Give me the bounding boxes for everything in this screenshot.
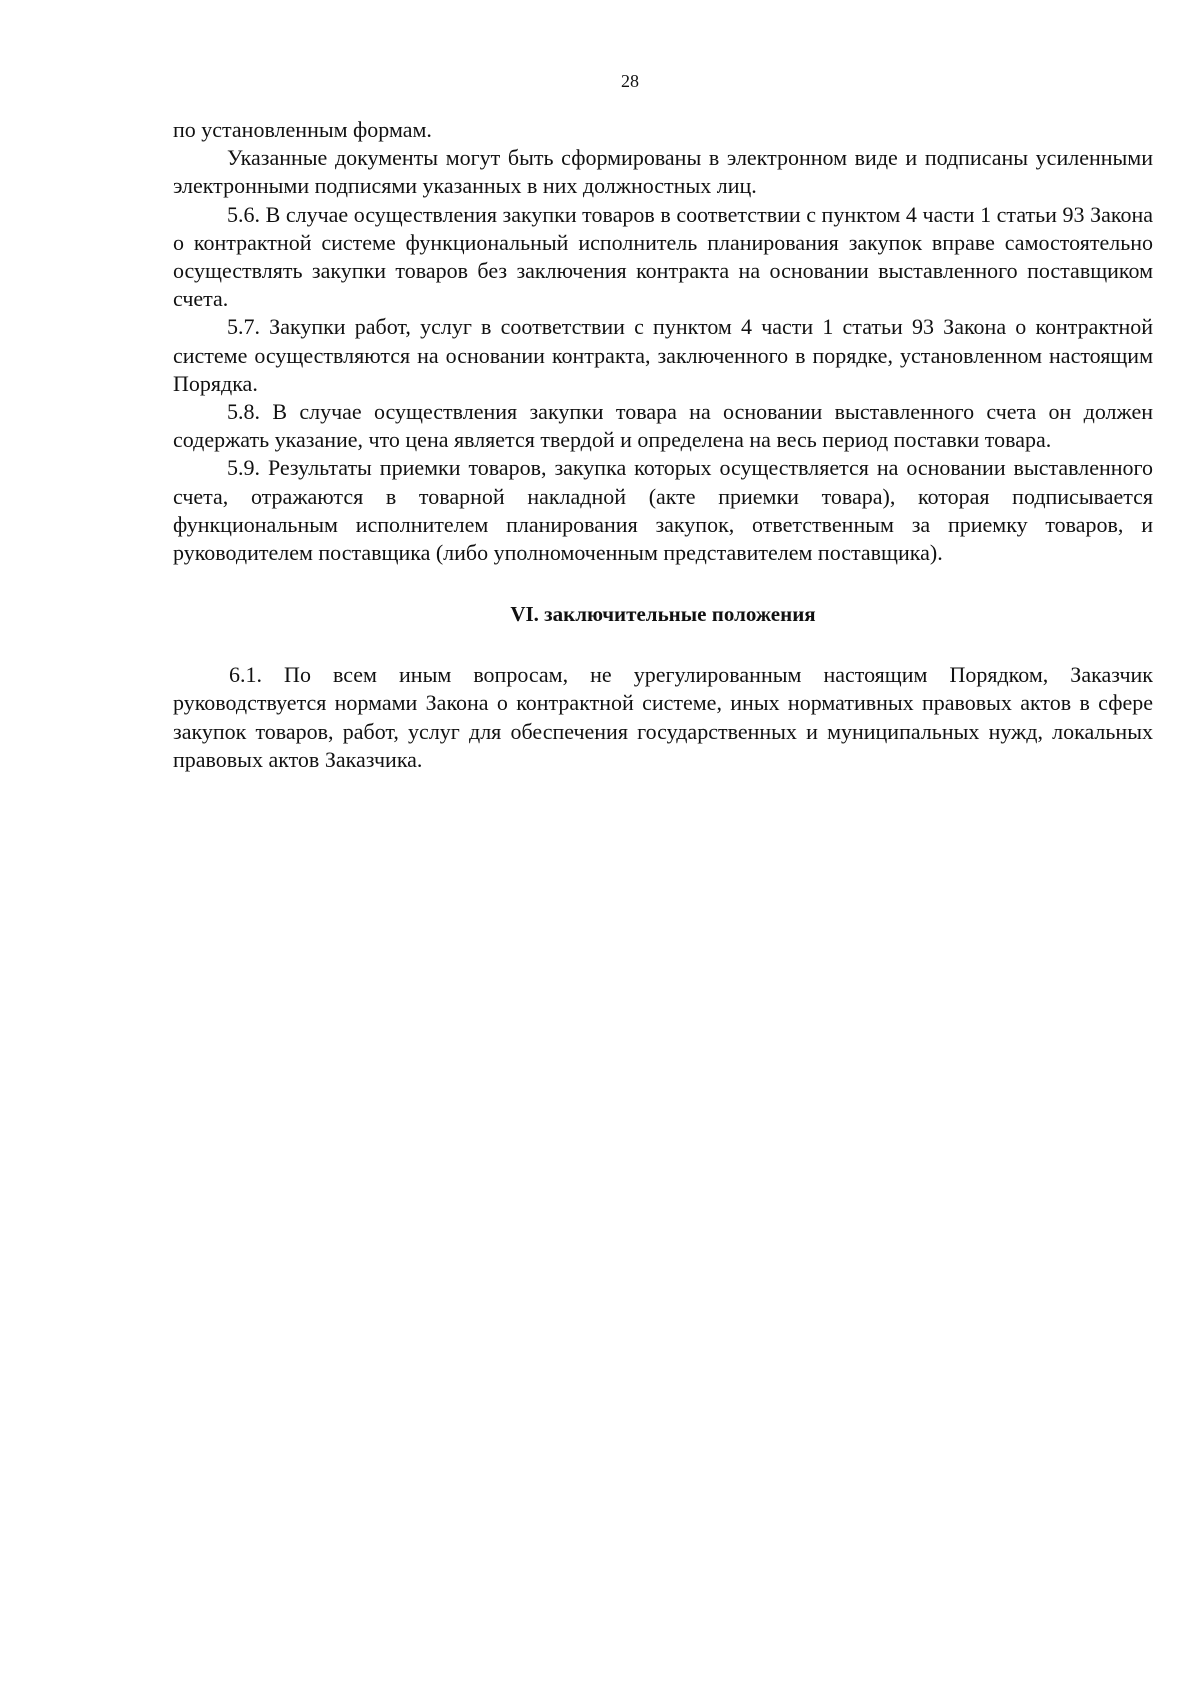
paragraph-5-6: 5.6. В случае осуществления закупки товаров в соответствии с пунктом 4 части 1 статьи 93 Закона о контрактной системе функциональный исполнитель планирования закупок вправе самостоятельно осуществлять закупки товаров без заключения контракта на основании выставленного поставщиком счета. (173, 201, 1153, 312)
paragraph-5-8: 5.8. В случае осуществления закупки товара на основании выставленного счета он должен содержать указание, что цена является твердой и определена на весь период поставки товара. (173, 399, 1153, 453)
paragraph-5-7: 5.7. Закупки работ, услуг в соответствии с пунктом 4 части 1 статьи 93 Закона о контрактной системе осуществляются на основании контракта, заключенного в порядке, установленном настоящим Порядка. (173, 314, 1153, 396)
paragraph-6-1: 6.1. По всем иным вопросам, не урегулированным настоящим Порядком, Заказчик руководствуется нормами Закона о контрактной системе, иных нормативных правовых актов в сфере закупок товаров, работ, услуг для обеспечения государственных и муниципальных нужд, локальных правовых актов Заказчика. (173, 662, 1153, 772)
paragraph-continuation: по установленным формам. (173, 117, 432, 142)
paragraph-documents-signature: Указанные документы могут быть сформированы в электронном виде и подписаны усиленными электронными подписями указанных в них должностных лиц. (173, 145, 1153, 199)
page-number: 28 (621, 71, 639, 91)
section-heading-final-provisions: VI. заключительные положения (510, 602, 816, 627)
paragraph-5-9: 5.9. Результаты приемки товаров, закупка которых осуществляется на основании выставленного счета, отражаются в товарной накладной (акте приемки товара), которая подписывается функциональным исполнителем планирования закупок, ответственным за приемку товаров, и руководителем поставщика (либо уполномоченным представителем поставщика). (173, 455, 1153, 566)
document-body (173, 116, 1153, 774)
